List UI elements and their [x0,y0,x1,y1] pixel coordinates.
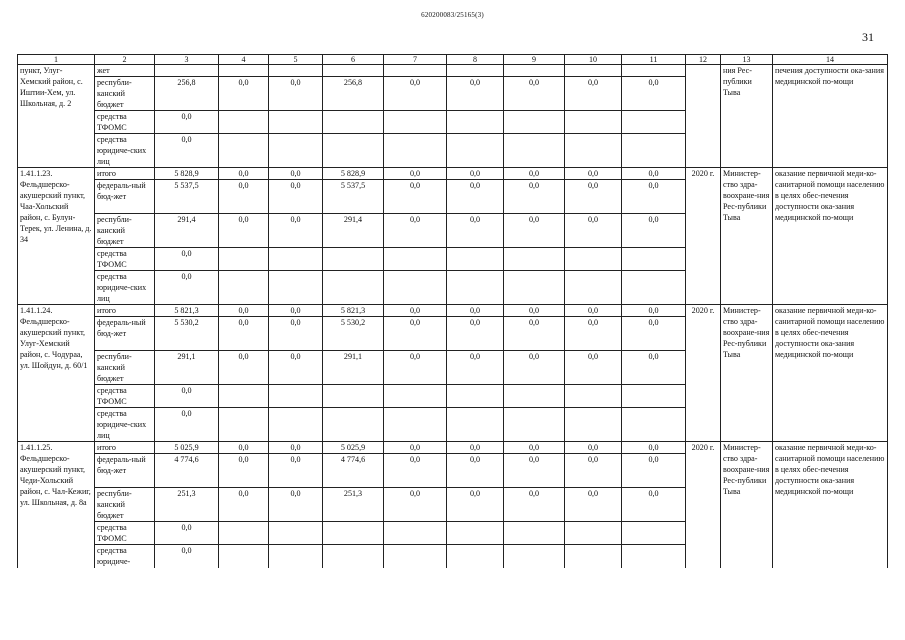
column-number: 9 [504,55,565,65]
document-id: 620200083/25165(3) [421,11,484,19]
source-cell: федераль-ный бюд-жет [95,180,155,214]
value-cell: 0,0 [504,214,565,248]
value-cell: 0,0 [269,317,323,351]
value-cell: 0,0 [219,317,269,351]
value-cell: 0,0 [504,488,565,522]
value-cell: 0,0 [384,214,447,248]
column-number: 8 [447,55,504,65]
value-cell: 5 821,3 [323,305,384,317]
value-cell: 0,0 [622,442,686,454]
column-number: 3 [155,55,219,65]
value-cell: 0,0 [155,134,219,168]
value-cell: 0,0 [155,408,219,442]
value-cell: 0,0 [447,488,504,522]
value-cell: 0,0 [622,454,686,488]
executor-cell: ния Рес-публики Тыва [721,65,773,168]
value-cell: 0,0 [504,454,565,488]
value-cell: 0,0 [155,545,219,568]
value-cell: 0,0 [504,77,565,111]
value-cell: 5 828,9 [155,168,219,180]
purpose-cell: оказание первичной меди-ко-санитарной помощи населению в целях обес-печения доступности ока-зания медицинской по-мощи [773,168,888,305]
source-cell: федераль-ный бюд-жет [95,317,155,351]
value-cell: 0,0 [504,317,565,351]
value-cell: 5 530,2 [155,317,219,351]
value-cell: 0,0 [384,351,447,385]
object-cell: 1.41.1.25. Фельдшерско-акушерский пункт, Чеди-Хольский район, с. Чал-Кежиг, ул. Школьная, д. 8а [18,442,95,568]
value-cell: 0,0 [447,305,504,317]
value-cell: 291,1 [155,351,219,385]
year-cell: 2020 г. [686,168,721,305]
year-cell: 2020 г. [686,305,721,442]
value-cell: 0,0 [504,180,565,214]
value-cell: 4 774,6 [323,454,384,488]
purpose-cell: оказание первичной меди-ко-санитарной помощи населению в целях обес-печения доступности ока-зания медицинской по-мощи [773,305,888,442]
source-cell: республи-канский бюджет [95,77,155,111]
column-number: 6 [323,55,384,65]
value-cell: 0,0 [269,488,323,522]
column-number: 14 [773,55,888,65]
value-cell: 0,0 [622,214,686,248]
value-cell: 0,0 [269,77,323,111]
value-cell: 0,0 [447,77,504,111]
value-cell: 0,0 [269,442,323,454]
value-cell: 0,0 [504,351,565,385]
page-number: 31 [862,30,874,44]
value-cell: 5 537,5 [155,180,219,214]
value-cell: 0,0 [447,442,504,454]
value-cell: 0,0 [384,168,447,180]
value-cell: 0,0 [447,317,504,351]
value-cell: 0,0 [565,317,622,351]
value-cell: 0,0 [269,214,323,248]
value-cell: 0,0 [155,248,219,271]
value-cell: 5 025,9 [155,442,219,454]
table-row [18,305,888,317]
value-cell: 0,0 [622,77,686,111]
purpose-cell: оказание первичной меди-ко-санитарной помощи населению в целях обес-печения доступности ока-зания медицинской по-мощи [773,442,888,568]
value-cell: 5 828,9 [323,168,384,180]
value-cell: 5 821,3 [155,305,219,317]
object-cell: 1.41.1.24. Фельдшерско-акушерский пункт, Улуг-Хемский район, с. Чодураа, ул. Шойдун, д. 60/1 [18,305,95,442]
value-cell: 291,4 [155,214,219,248]
value-cell: 0,0 [269,351,323,385]
value-cell: 0,0 [622,168,686,180]
value-cell: 0,0 [565,180,622,214]
value-cell: 0,0 [384,442,447,454]
source-cell: средства юридиче-ских лиц [95,134,155,168]
column-number: 1 [18,55,95,65]
value-cell: 0,0 [384,454,447,488]
table-row [18,65,888,77]
executor-cell: Министер-ство здра-воохране-ния Рес-публики Тыва [721,305,773,442]
value-cell: 0,0 [447,454,504,488]
value-cell: 0,0 [565,488,622,522]
source-cell: жет [95,65,155,77]
value-cell: 256,8 [155,77,219,111]
value-cell: 0,0 [447,168,504,180]
value-cell: 0,0 [384,77,447,111]
source-cell: средства ТФОМС [95,248,155,271]
source-cell: итого [95,305,155,317]
executor-cell: Министер-ство здра-воохране-ния Рес-публики Тыва [721,168,773,305]
source-cell: средства ТФОМС [95,111,155,134]
value-cell: 0,0 [447,351,504,385]
source-cell: средства ТФОМС [95,385,155,408]
value-cell: 0,0 [622,305,686,317]
column-number: 11 [622,55,686,65]
value-cell: 5 530,2 [323,317,384,351]
source-cell: республи-канский бюджет [95,351,155,385]
value-cell: 0,0 [219,351,269,385]
funding-table [17,54,888,568]
value-cell: 0,0 [219,180,269,214]
value-cell: 0,0 [155,385,219,408]
source-cell: средства ТФОМС [95,522,155,545]
value-cell: 0,0 [565,351,622,385]
value-cell: 5 537,5 [323,180,384,214]
column-number-row [18,55,888,65]
value-cell: 0,0 [219,214,269,248]
value-cell: 0,0 [219,77,269,111]
source-cell: республи-канский бюджет [95,488,155,522]
source-cell: федераль-ный бюд-жет [95,454,155,488]
value-cell: 4 774,6 [155,454,219,488]
year-cell: 2020 г. [686,442,721,568]
value-cell: 5 025,9 [323,442,384,454]
value-cell: 0,0 [504,305,565,317]
table-row [18,168,888,180]
value-cell: 0,0 [155,271,219,305]
value-cell: 0,0 [219,442,269,454]
value-cell: 0,0 [622,180,686,214]
value-cell: 0,0 [269,180,323,214]
source-cell: республи-канский бюджет [95,214,155,248]
value-cell: 291,4 [323,214,384,248]
value-cell: 0,0 [565,214,622,248]
value-cell: 0,0 [565,77,622,111]
value-cell: 0,0 [622,488,686,522]
object-cell: пункт, Улуг-Хемский район, с. Иштии-Хем, ул. Школьная, д. 2 [18,65,95,168]
value-cell: 0,0 [504,442,565,454]
value-cell: 0,0 [384,180,447,214]
value-cell: 0,0 [384,488,447,522]
value-cell: 0,0 [219,488,269,522]
value-cell: 0,0 [565,168,622,180]
source-cell: средства юридиче- [95,545,155,568]
value-cell: 0,0 [565,442,622,454]
source-cell: средства юридиче-ских лиц [95,408,155,442]
column-number: 4 [219,55,269,65]
value-cell: 0,0 [622,317,686,351]
value-cell: 251,3 [323,488,384,522]
purpose-cell: печения доступности ока-зания медицинской по-мощи [773,65,888,168]
value-cell: 0,0 [219,454,269,488]
column-number: 5 [269,55,323,65]
source-cell: средства юридиче-ских лиц [95,271,155,305]
column-number: 2 [95,55,155,65]
column-number: 10 [565,55,622,65]
value-cell: 0,0 [269,168,323,180]
source-cell: итого [95,168,155,180]
value-cell: 0,0 [565,454,622,488]
value-cell: 0,0 [504,168,565,180]
value-cell: 0,0 [384,305,447,317]
value-cell: 0,0 [447,180,504,214]
column-number: 12 [686,55,721,65]
value-cell: 256,8 [323,77,384,111]
value-cell: 0,0 [219,168,269,180]
value-cell: 0,0 [219,305,269,317]
value-cell: 0,0 [622,351,686,385]
executor-cell: Министер-ство здра-воохране-ния Рес-публики Тыва [721,442,773,568]
value-cell: 0,0 [384,317,447,351]
value-cell: 291,1 [323,351,384,385]
value-cell: 0,0 [155,522,219,545]
value-cell: 0,0 [447,214,504,248]
value-cell: 0,0 [269,454,323,488]
value-cell: 0,0 [155,111,219,134]
column-number: 13 [721,55,773,65]
object-cell: 1.41.1.23. Фельдшерско-акушерский пункт, Чаа-Хольский район, с. Булун-Терек, ул. Ленина, д. 34 [18,168,95,305]
value-cell: 0,0 [565,305,622,317]
value-cell: 251,3 [155,488,219,522]
value-cell: 0,0 [269,305,323,317]
source-cell: итого [95,442,155,454]
table-row [18,442,888,454]
column-number: 7 [384,55,447,65]
